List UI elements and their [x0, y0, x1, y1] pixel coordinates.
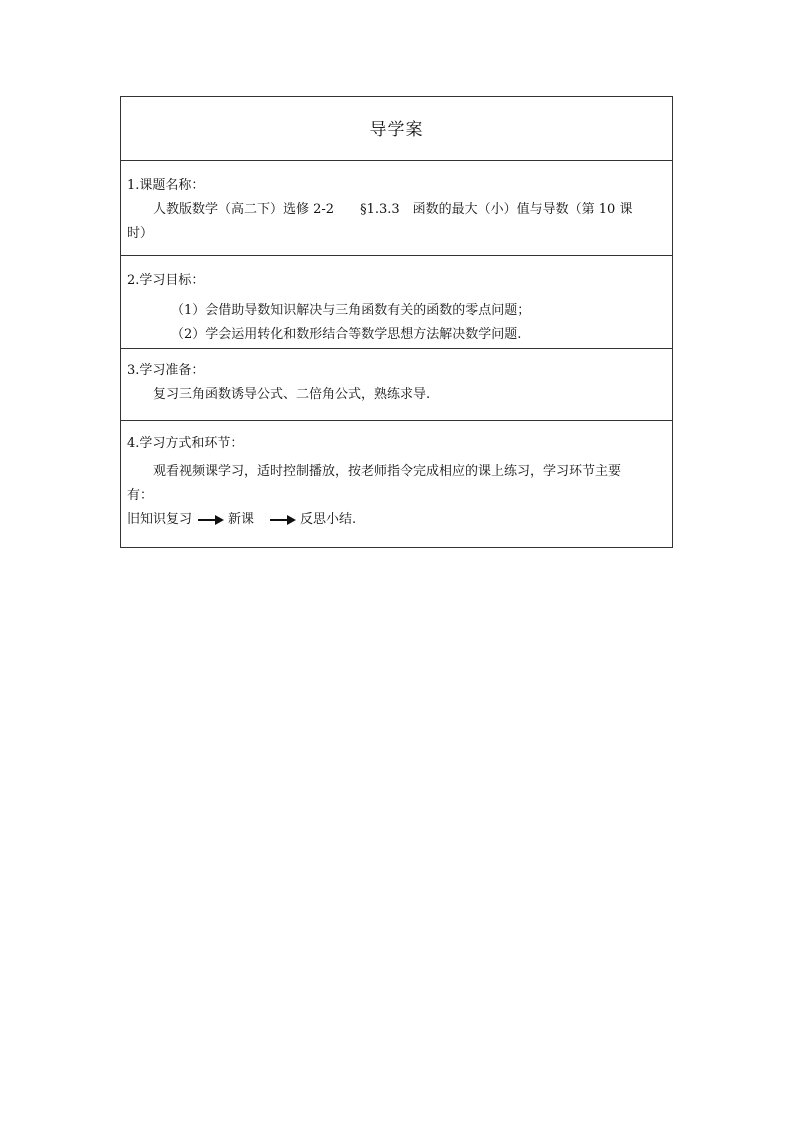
- method-line-continued: 有：: [127, 488, 154, 503]
- title-row: [121, 97, 672, 160]
- topic-line-continued: 时）: [127, 226, 154, 241]
- right-arrow-icon: [198, 515, 224, 525]
- flow-step: 反思小结.: [300, 512, 357, 527]
- right-arrow-icon: [270, 515, 296, 525]
- section-prep: [121, 348, 672, 420]
- page-title: 导学案: [369, 120, 424, 140]
- flow-step: 新课: [228, 512, 255, 527]
- section-heading: 2.学习目标：: [127, 273, 205, 288]
- section-heading: 3.学习准备：: [127, 363, 205, 378]
- goal-item: （2）学会运用转化和数形结合等数学思想方法解决数学问题.: [171, 327, 522, 342]
- section-goals: [121, 255, 672, 348]
- section-topic: [121, 160, 672, 255]
- section-heading: 4.学习方式和环节：: [127, 436, 244, 451]
- study-guide-table: [120, 96, 673, 548]
- section-heading: 1.课题名称：: [127, 178, 205, 193]
- goal-item: （1）会借助导数知识解决与三角函数有关的函数的零点问题；: [171, 303, 531, 318]
- prep-text: 复习三角函数诱导公式、二倍角公式，熟练求导.: [153, 387, 431, 402]
- flow-step: 旧知识复习: [127, 512, 193, 527]
- section-method: [121, 420, 672, 547]
- learning-flow: [127, 508, 666, 532]
- topic-line: 人教版数学（高二下）选修 2-2 §1.3.3 函数的最大（小）值与导数（第 10 课: [153, 202, 633, 217]
- method-line: 观看视频课学习，适时控制播放，按老师指令完成相应的课上练习，学习环节主要: [153, 464, 622, 479]
